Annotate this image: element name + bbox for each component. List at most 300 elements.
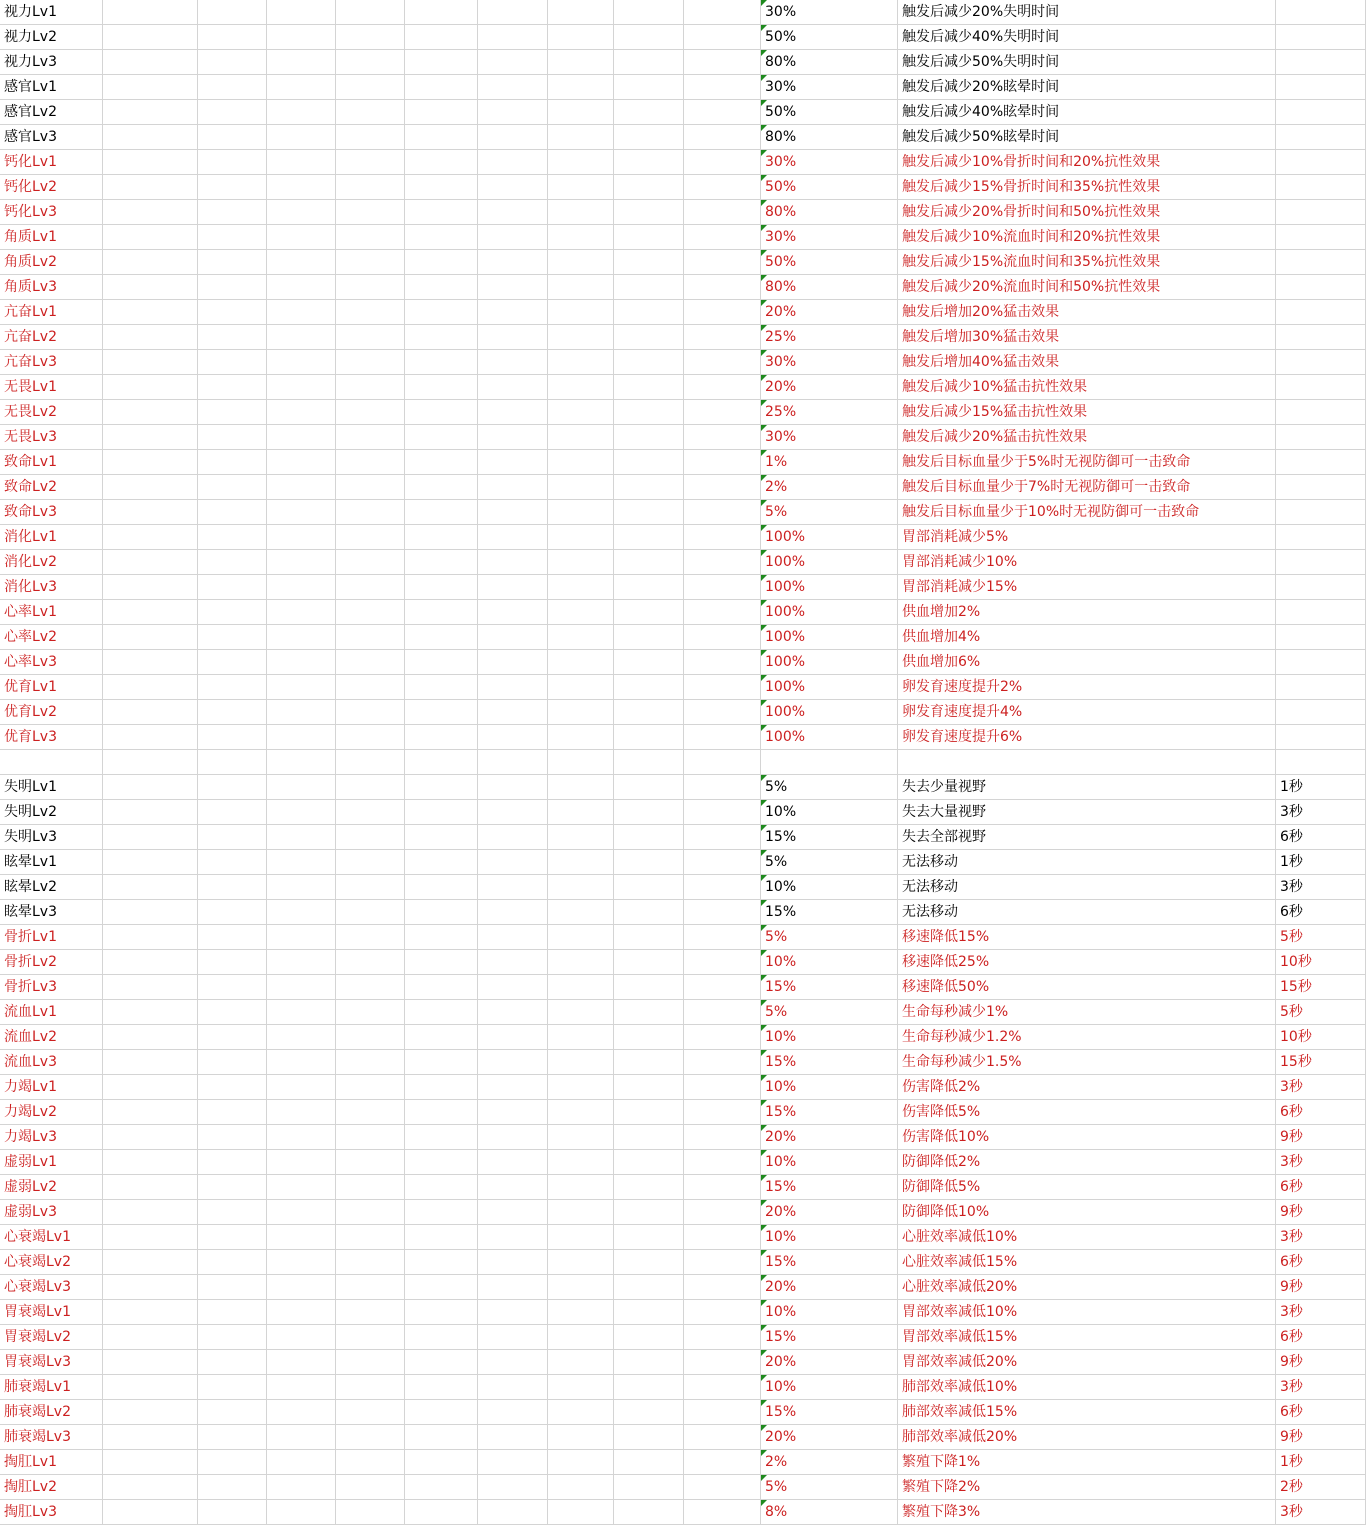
cell-name[interactable]: 心衰竭Lv1 — [0, 1225, 103, 1250]
empty-cell[interactable] — [405, 550, 478, 575]
empty-cell[interactable] — [405, 450, 478, 475]
empty-cell[interactable] — [405, 725, 478, 750]
empty-cell[interactable] — [614, 950, 684, 975]
empty-cell[interactable] — [103, 750, 198, 775]
empty-cell[interactable] — [478, 825, 548, 850]
empty-cell[interactable] — [267, 200, 336, 225]
empty-cell[interactable] — [103, 1425, 198, 1450]
empty-cell[interactable] — [548, 450, 614, 475]
cell-duration[interactable]: 2秒 — [1276, 1475, 1366, 1500]
empty-cell[interactable] — [267, 1250, 336, 1275]
empty-cell[interactable] — [405, 1225, 478, 1250]
empty-cell[interactable] — [614, 525, 684, 550]
empty-cell[interactable] — [684, 175, 761, 200]
empty-cell[interactable] — [336, 1375, 405, 1400]
empty-cell[interactable] — [198, 450, 267, 475]
cell-description[interactable]: 触发后减少20%失明时间 — [898, 0, 1276, 25]
empty-cell[interactable] — [478, 1050, 548, 1075]
cell-duration[interactable]: 3秒 — [1276, 1150, 1366, 1175]
empty-cell[interactable] — [103, 50, 198, 75]
empty-cell[interactable] — [548, 650, 614, 675]
cell-description[interactable]: 供血增加4% — [898, 625, 1276, 650]
empty-cell[interactable] — [614, 1400, 684, 1425]
empty-cell[interactable] — [684, 325, 761, 350]
cell-duration[interactable]: 10秒 — [1276, 1025, 1366, 1050]
empty-cell[interactable] — [614, 1175, 684, 1200]
empty-cell[interactable] — [198, 175, 267, 200]
empty-cell[interactable] — [103, 825, 198, 850]
cell-value[interactable] — [761, 1050, 898, 1075]
empty-cell[interactable] — [684, 100, 761, 125]
empty-cell[interactable] — [336, 1100, 405, 1125]
empty-cell[interactable] — [103, 925, 198, 950]
empty-cell[interactable] — [267, 825, 336, 850]
empty-cell[interactable] — [614, 425, 684, 450]
empty-cell[interactable] — [267, 1125, 336, 1150]
empty-cell[interactable] — [198, 875, 267, 900]
empty-cell[interactable] — [198, 1450, 267, 1475]
cell-value[interactable] — [761, 800, 898, 825]
cell-name[interactable]: 无畏Lv2 — [0, 400, 103, 425]
cell-name[interactable]: 力竭Lv3 — [0, 1125, 103, 1150]
empty-cell[interactable] — [103, 225, 198, 250]
cell-description[interactable]: 胃部消耗减少15% — [898, 575, 1276, 600]
cell-value[interactable] — [761, 725, 898, 750]
empty-cell[interactable] — [267, 1475, 336, 1500]
cell-duration[interactable]: 9秒 — [1276, 1200, 1366, 1225]
cell-value[interactable] — [761, 1500, 898, 1525]
empty-cell[interactable] — [548, 1100, 614, 1125]
empty-cell[interactable] — [405, 975, 478, 1000]
empty-cell[interactable] — [103, 575, 198, 600]
empty-cell[interactable] — [614, 1100, 684, 1125]
empty-cell[interactable] — [267, 975, 336, 1000]
empty-cell[interactable] — [103, 1050, 198, 1075]
empty-cell[interactable] — [478, 950, 548, 975]
empty-cell[interactable] — [267, 1050, 336, 1075]
empty-cell[interactable] — [614, 1300, 684, 1325]
cell-name[interactable]: 胃衰竭Lv1 — [0, 1300, 103, 1325]
empty-cell[interactable] — [103, 700, 198, 725]
cell-description[interactable]: 触发后增加20%猛击效果 — [898, 300, 1276, 325]
empty-cell[interactable] — [478, 175, 548, 200]
empty-cell[interactable] — [614, 1000, 684, 1025]
cell-name[interactable]: 亢奋Lv3 — [0, 350, 103, 375]
empty-cell[interactable] — [405, 200, 478, 225]
empty-cell[interactable] — [198, 850, 267, 875]
empty-cell[interactable] — [405, 650, 478, 675]
empty-cell[interactable] — [684, 300, 761, 325]
empty-cell[interactable] — [614, 1350, 684, 1375]
cell-value[interactable] — [761, 925, 898, 950]
empty-cell[interactable] — [103, 1400, 198, 1425]
cell-duration[interactable] — [1276, 450, 1366, 475]
cell-value[interactable] — [761, 300, 898, 325]
empty-cell[interactable] — [198, 1300, 267, 1325]
empty-cell[interactable] — [267, 425, 336, 450]
cell-name[interactable]: 失明Lv2 — [0, 800, 103, 825]
empty-cell[interactable] — [405, 225, 478, 250]
empty-cell[interactable] — [614, 175, 684, 200]
empty-cell[interactable] — [478, 725, 548, 750]
empty-cell[interactable] — [614, 1150, 684, 1175]
cell-value[interactable] — [761, 1100, 898, 1125]
empty-cell[interactable] — [405, 250, 478, 275]
cell-duration[interactable]: 15秒 — [1276, 1050, 1366, 1075]
empty-cell[interactable] — [336, 875, 405, 900]
empty-cell[interactable] — [267, 1000, 336, 1025]
empty-cell[interactable] — [614, 775, 684, 800]
empty-cell[interactable] — [478, 1400, 548, 1425]
empty-cell[interactable] — [405, 1300, 478, 1325]
empty-cell[interactable] — [548, 350, 614, 375]
empty-cell[interactable] — [614, 375, 684, 400]
empty-cell[interactable] — [336, 425, 405, 450]
empty-cell[interactable] — [614, 1375, 684, 1400]
empty-cell[interactable] — [103, 150, 198, 175]
cell-description[interactable]: 肺部效率减低15% — [898, 1400, 1276, 1425]
empty-cell[interactable] — [198, 700, 267, 725]
empty-cell[interactable] — [336, 675, 405, 700]
empty-cell[interactable] — [478, 1475, 548, 1500]
empty-cell[interactable] — [405, 900, 478, 925]
cell-value[interactable] — [761, 1000, 898, 1025]
empty-cell[interactable] — [548, 75, 614, 100]
empty-cell[interactable] — [405, 850, 478, 875]
empty-cell[interactable] — [614, 700, 684, 725]
empty-cell[interactable] — [478, 250, 548, 275]
empty-cell[interactable] — [614, 125, 684, 150]
empty-cell[interactable] — [103, 1000, 198, 1025]
empty-cell[interactable] — [198, 1225, 267, 1250]
empty-cell[interactable] — [267, 750, 336, 775]
cell-value[interactable] — [761, 1250, 898, 1275]
cell-description[interactable]: 失去全部视野 — [898, 825, 1276, 850]
empty-cell[interactable] — [478, 800, 548, 825]
empty-cell[interactable] — [198, 1500, 267, 1525]
cell-name[interactable]: 眩晕Lv1 — [0, 850, 103, 875]
empty-cell[interactable] — [478, 375, 548, 400]
cell-name[interactable]: 胃衰竭Lv3 — [0, 1350, 103, 1375]
empty-cell[interactable] — [336, 1275, 405, 1300]
cell-name[interactable]: 优育Lv1 — [0, 675, 103, 700]
empty-cell[interactable] — [336, 700, 405, 725]
cell-name[interactable]: 掏肛Lv3 — [0, 1500, 103, 1525]
empty-cell[interactable] — [198, 725, 267, 750]
empty-cell[interactable] — [548, 150, 614, 175]
empty-cell[interactable] — [267, 225, 336, 250]
empty-cell[interactable] — [478, 450, 548, 475]
empty-cell[interactable] — [614, 550, 684, 575]
empty-cell[interactable] — [103, 300, 198, 325]
empty-cell[interactable] — [405, 1050, 478, 1075]
cell-value[interactable] — [761, 325, 898, 350]
cell-duration[interactable] — [1276, 250, 1366, 275]
empty-cell[interactable] — [103, 1250, 198, 1275]
cell-name[interactable]: 眩晕Lv3 — [0, 900, 103, 925]
empty-cell[interactable] — [198, 400, 267, 425]
cell-duration[interactable]: 9秒 — [1276, 1350, 1366, 1375]
empty-cell[interactable] — [548, 800, 614, 825]
empty-cell[interactable] — [614, 25, 684, 50]
empty-cell[interactable] — [198, 1375, 267, 1400]
empty-cell[interactable] — [478, 575, 548, 600]
empty-cell[interactable] — [548, 1350, 614, 1375]
cell-description[interactable]: 触发后减少15%流血时间和35%抗性效果 — [898, 250, 1276, 275]
empty-cell[interactable] — [405, 1375, 478, 1400]
empty-cell[interactable] — [614, 1225, 684, 1250]
cell-value[interactable] — [761, 200, 898, 225]
empty-cell[interactable] — [684, 1175, 761, 1200]
empty-cell[interactable] — [103, 1500, 198, 1525]
empty-cell[interactable] — [198, 75, 267, 100]
cell-name[interactable]: 致命Lv2 — [0, 475, 103, 500]
empty-cell[interactable] — [267, 375, 336, 400]
empty-cell[interactable] — [267, 1075, 336, 1100]
empty-cell[interactable] — [103, 1150, 198, 1175]
empty-cell[interactable] — [336, 350, 405, 375]
cell-description[interactable]: 失去大量视野 — [898, 800, 1276, 825]
cell-name[interactable]: 心率Lv3 — [0, 650, 103, 675]
cell-name[interactable]: 角质Lv1 — [0, 225, 103, 250]
empty-cell[interactable] — [614, 800, 684, 825]
empty-cell[interactable] — [198, 0, 267, 25]
cell-name[interactable]: 骨折Lv1 — [0, 925, 103, 950]
empty-cell[interactable] — [405, 1425, 478, 1450]
empty-cell[interactable] — [267, 150, 336, 175]
empty-cell[interactable] — [198, 575, 267, 600]
empty-cell[interactable] — [548, 400, 614, 425]
empty-cell[interactable] — [267, 450, 336, 475]
empty-cell[interactable] — [548, 725, 614, 750]
empty-cell[interactable] — [103, 975, 198, 1000]
cell-description[interactable]: 生命每秒减少1.2% — [898, 1025, 1276, 1050]
empty-cell[interactable] — [684, 0, 761, 25]
empty-cell[interactable] — [684, 625, 761, 650]
cell-duration[interactable] — [1276, 300, 1366, 325]
empty-cell[interactable] — [478, 225, 548, 250]
empty-cell[interactable] — [336, 75, 405, 100]
empty-cell[interactable] — [267, 1100, 336, 1125]
empty-cell[interactable] — [103, 325, 198, 350]
cell-name[interactable]: 亢奋Lv1 — [0, 300, 103, 325]
empty-cell[interactable] — [336, 525, 405, 550]
cell-value[interactable] — [761, 975, 898, 1000]
empty-cell[interactable] — [614, 600, 684, 625]
empty-cell[interactable] — [614, 625, 684, 650]
empty-cell[interactable] — [684, 400, 761, 425]
cell-duration[interactable] — [1276, 175, 1366, 200]
empty-cell[interactable] — [548, 475, 614, 500]
cell-name[interactable]: 心衰竭Lv2 — [0, 1250, 103, 1275]
empty-cell[interactable] — [614, 1450, 684, 1475]
empty-cell[interactable] — [336, 325, 405, 350]
empty-cell[interactable] — [684, 1150, 761, 1175]
cell-name[interactable]: 力竭Lv1 — [0, 1075, 103, 1100]
cell-name[interactable]: 肺衰竭Lv1 — [0, 1375, 103, 1400]
empty-cell[interactable] — [614, 650, 684, 675]
empty-cell[interactable] — [103, 600, 198, 625]
empty-cell[interactable] — [267, 1025, 336, 1050]
empty-cell[interactable] — [548, 825, 614, 850]
empty-cell[interactable] — [336, 300, 405, 325]
empty-cell[interactable] — [684, 550, 761, 575]
cell-name[interactable]: 钙化Lv2 — [0, 175, 103, 200]
empty-cell[interactable] — [548, 1125, 614, 1150]
empty-cell[interactable] — [103, 1300, 198, 1325]
empty-cell[interactable] — [103, 800, 198, 825]
empty-cell[interactable] — [336, 975, 405, 1000]
empty-cell[interactable] — [267, 300, 336, 325]
empty-cell[interactable] — [478, 1225, 548, 1250]
empty-cell[interactable] — [684, 750, 761, 775]
empty-cell[interactable] — [684, 650, 761, 675]
cell-duration[interactable] — [1276, 125, 1366, 150]
empty-cell[interactable] — [198, 1125, 267, 1150]
empty-cell[interactable] — [103, 350, 198, 375]
empty-cell[interactable] — [336, 1450, 405, 1475]
empty-cell[interactable] — [684, 350, 761, 375]
empty-cell[interactable] — [267, 325, 336, 350]
empty-cell[interactable] — [267, 1200, 336, 1225]
empty-cell[interactable] — [684, 700, 761, 725]
empty-cell[interactable] — [478, 875, 548, 900]
cell-value[interactable] — [761, 1200, 898, 1225]
cell-duration[interactable]: 3秒 — [1276, 875, 1366, 900]
empty-cell[interactable] — [103, 425, 198, 450]
cell-duration[interactable] — [1276, 750, 1366, 775]
empty-cell[interactable] — [548, 50, 614, 75]
empty-cell[interactable] — [684, 1250, 761, 1275]
cell-name[interactable]: 感官Lv3 — [0, 125, 103, 150]
cell-duration[interactable]: 5秒 — [1276, 1000, 1366, 1025]
empty-cell[interactable] — [548, 100, 614, 125]
cell-description[interactable]: 伤害降低5% — [898, 1100, 1276, 1125]
empty-cell[interactable] — [198, 1200, 267, 1225]
cell-description[interactable]: 触发后减少40%眩晕时间 — [898, 100, 1276, 125]
empty-cell[interactable] — [336, 1225, 405, 1250]
cell-name[interactable]: 心衰竭Lv3 — [0, 1275, 103, 1300]
cell-name[interactable]: 钙化Lv3 — [0, 200, 103, 225]
empty-cell[interactable] — [336, 1300, 405, 1325]
cell-duration[interactable] — [1276, 575, 1366, 600]
cell-value[interactable] — [761, 1475, 898, 1500]
cell-duration[interactable] — [1276, 550, 1366, 575]
empty-cell[interactable] — [198, 350, 267, 375]
cell-duration[interactable]: 1秒 — [1276, 775, 1366, 800]
empty-cell[interactable] — [336, 50, 405, 75]
empty-cell[interactable] — [198, 1075, 267, 1100]
empty-cell[interactable] — [198, 550, 267, 575]
empty-cell[interactable] — [614, 875, 684, 900]
empty-cell[interactable] — [336, 500, 405, 525]
empty-cell[interactable] — [336, 650, 405, 675]
cell-value[interactable] — [761, 575, 898, 600]
empty-cell[interactable] — [103, 200, 198, 225]
empty-cell[interactable] — [684, 275, 761, 300]
empty-cell[interactable] — [267, 950, 336, 975]
empty-cell[interactable] — [267, 575, 336, 600]
empty-cell[interactable] — [336, 200, 405, 225]
empty-cell[interactable] — [103, 875, 198, 900]
empty-cell[interactable] — [198, 625, 267, 650]
cell-name[interactable]: 失明Lv3 — [0, 825, 103, 850]
empty-cell[interactable] — [336, 1200, 405, 1225]
empty-cell[interactable] — [478, 900, 548, 925]
empty-cell[interactable] — [684, 925, 761, 950]
cell-name[interactable]: 视力Lv3 — [0, 50, 103, 75]
empty-cell[interactable] — [478, 100, 548, 125]
empty-cell[interactable] — [336, 725, 405, 750]
cell-duration[interactable]: 5秒 — [1276, 925, 1366, 950]
empty-cell[interactable] — [198, 825, 267, 850]
empty-cell[interactable] — [103, 475, 198, 500]
empty-cell[interactable] — [267, 400, 336, 425]
cell-value[interactable] — [761, 1400, 898, 1425]
empty-cell[interactable] — [198, 1000, 267, 1025]
empty-cell[interactable] — [684, 450, 761, 475]
cell-name[interactable]: 消化Lv1 — [0, 525, 103, 550]
empty-cell[interactable] — [478, 600, 548, 625]
empty-cell[interactable] — [614, 50, 684, 75]
empty-cell[interactable] — [267, 475, 336, 500]
empty-cell[interactable] — [103, 375, 198, 400]
empty-cell[interactable] — [478, 125, 548, 150]
empty-cell[interactable] — [336, 1500, 405, 1525]
empty-cell[interactable] — [548, 750, 614, 775]
empty-cell[interactable] — [198, 1025, 267, 1050]
cell-value[interactable] — [761, 850, 898, 875]
cell-description[interactable]: 触发后减少15%猛击抗性效果 — [898, 400, 1276, 425]
cell-value[interactable] — [761, 50, 898, 75]
cell-description[interactable]: 防御降低2% — [898, 1150, 1276, 1175]
cell-description[interactable]: 触发后目标血量少于5%时无视防御可一击致命 — [898, 450, 1276, 475]
cell-description[interactable]: 移速降低50% — [898, 975, 1276, 1000]
cell-name[interactable]: 感官Lv2 — [0, 100, 103, 125]
empty-cell[interactable] — [614, 325, 684, 350]
cell-description[interactable]: 触发后减少50%眩晕时间 — [898, 125, 1276, 150]
empty-cell[interactable] — [103, 1275, 198, 1300]
empty-cell[interactable] — [267, 1175, 336, 1200]
empty-cell[interactable] — [405, 800, 478, 825]
empty-cell[interactable] — [267, 1150, 336, 1175]
empty-cell[interactable] — [478, 650, 548, 675]
empty-cell[interactable] — [267, 850, 336, 875]
empty-cell[interactable] — [336, 450, 405, 475]
empty-cell[interactable] — [548, 25, 614, 50]
cell-description[interactable]: 繁殖下降1% — [898, 1450, 1276, 1475]
empty-cell[interactable] — [684, 825, 761, 850]
empty-cell[interactable] — [267, 1300, 336, 1325]
empty-cell[interactable] — [405, 1400, 478, 1425]
empty-cell[interactable] — [267, 900, 336, 925]
empty-cell[interactable] — [478, 400, 548, 425]
cell-description[interactable]: 触发后减少20%流血时间和50%抗性效果 — [898, 275, 1276, 300]
empty-cell[interactable] — [548, 500, 614, 525]
cell-value[interactable] — [761, 450, 898, 475]
empty-cell[interactable] — [548, 675, 614, 700]
empty-cell[interactable] — [548, 275, 614, 300]
cell-name[interactable]: 亢奋Lv2 — [0, 325, 103, 350]
empty-cell[interactable] — [405, 350, 478, 375]
empty-cell[interactable] — [103, 775, 198, 800]
cell-duration[interactable] — [1276, 600, 1366, 625]
cell-name[interactable]: 力竭Lv2 — [0, 1100, 103, 1125]
empty-cell[interactable] — [405, 700, 478, 725]
empty-cell[interactable] — [478, 1000, 548, 1025]
empty-cell[interactable] — [548, 1375, 614, 1400]
empty-cell[interactable] — [548, 1200, 614, 1225]
